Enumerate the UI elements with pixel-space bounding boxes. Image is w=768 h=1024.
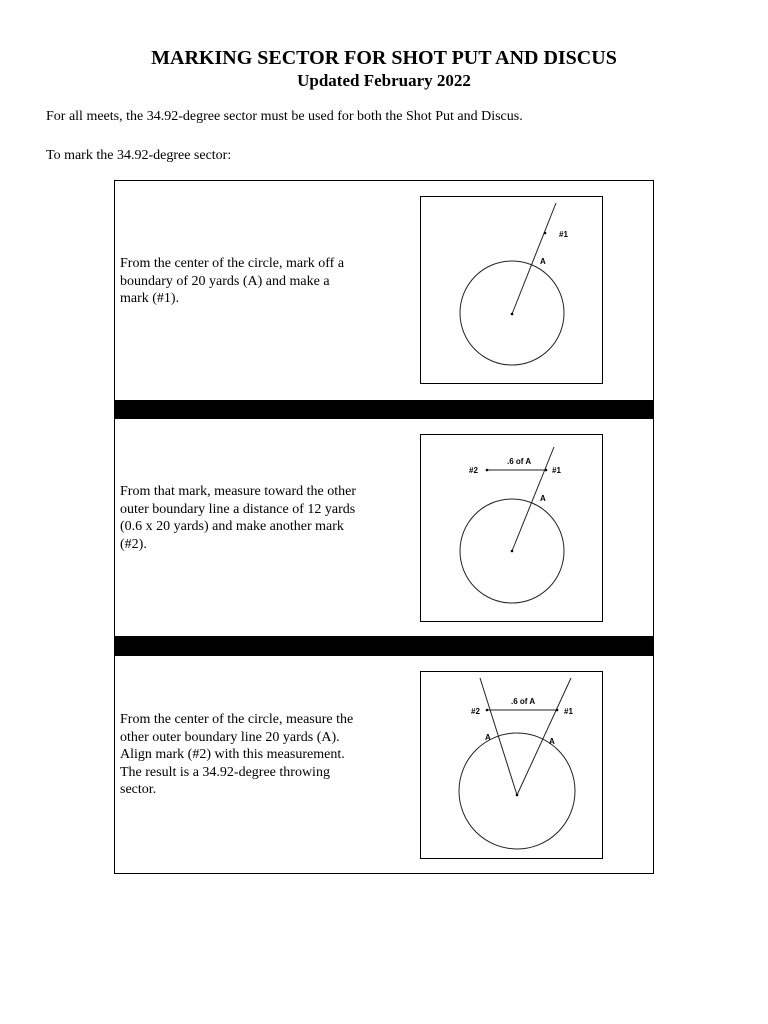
a-label: A [540, 257, 546, 266]
span-label: .6 of A [507, 457, 532, 466]
center-point [511, 550, 514, 553]
a-label: A [540, 494, 546, 503]
lead-paragraph: To mark the 34.92-degree sector: [46, 148, 232, 163]
step-2-diagram-svg [421, 435, 602, 621]
step-2-text: From that mark, measure toward the other outer boundary line a distance of 12 yards (0.6 x 20 yards) and make another mark (#2). [120, 484, 356, 552]
step-1-diagram [420, 196, 603, 384]
page-title: MARKING SECTOR FOR SHOT PUT AND DISCUS [151, 47, 617, 69]
span-label: .6 of A [511, 697, 536, 706]
throwing-circle [459, 733, 575, 849]
right-boundary-line [517, 678, 571, 795]
step-3-diagram [420, 671, 603, 859]
mark-2-label: #2 [471, 707, 480, 716]
mark-2-point [486, 469, 489, 472]
center-point [516, 794, 519, 797]
intro-paragraph: For all meets, the 34.92-degree sector must be used for both the Shot Put and Discus. [46, 109, 523, 124]
mark-2-point [486, 709, 489, 712]
a-right-label: A [549, 737, 555, 746]
step-1-text: From the center of the circle, mark off a boundary of 20 yards (A) and make a mark (#1). [120, 256, 345, 307]
mark-1-label: #1 [559, 230, 568, 239]
mark-2-label: #2 [469, 466, 478, 475]
a-left-label: A [485, 733, 491, 742]
mark-1-point [545, 469, 548, 472]
step-1-diagram-svg [421, 197, 602, 383]
mark-1-point [544, 232, 547, 235]
mark-1-point [556, 709, 559, 712]
step-3-text: From the center of the circle, measure the other outer boundary line 20 yards (A). Align mark (#2) with this measurement. The result is a 34.92-degree throwing sector. [120, 712, 354, 798]
steps-table [114, 180, 654, 874]
step-2-diagram [420, 434, 603, 622]
step-3-diagram-svg [421, 672, 602, 858]
separator-bar [115, 636, 653, 656]
page-subtitle: Updated February 2022 [297, 71, 471, 90]
center-point [511, 313, 514, 316]
boundary-line [512, 203, 556, 314]
separator-bar [115, 400, 653, 419]
mark-1-label: #1 [552, 466, 561, 475]
mark-1-label: #1 [564, 707, 573, 716]
